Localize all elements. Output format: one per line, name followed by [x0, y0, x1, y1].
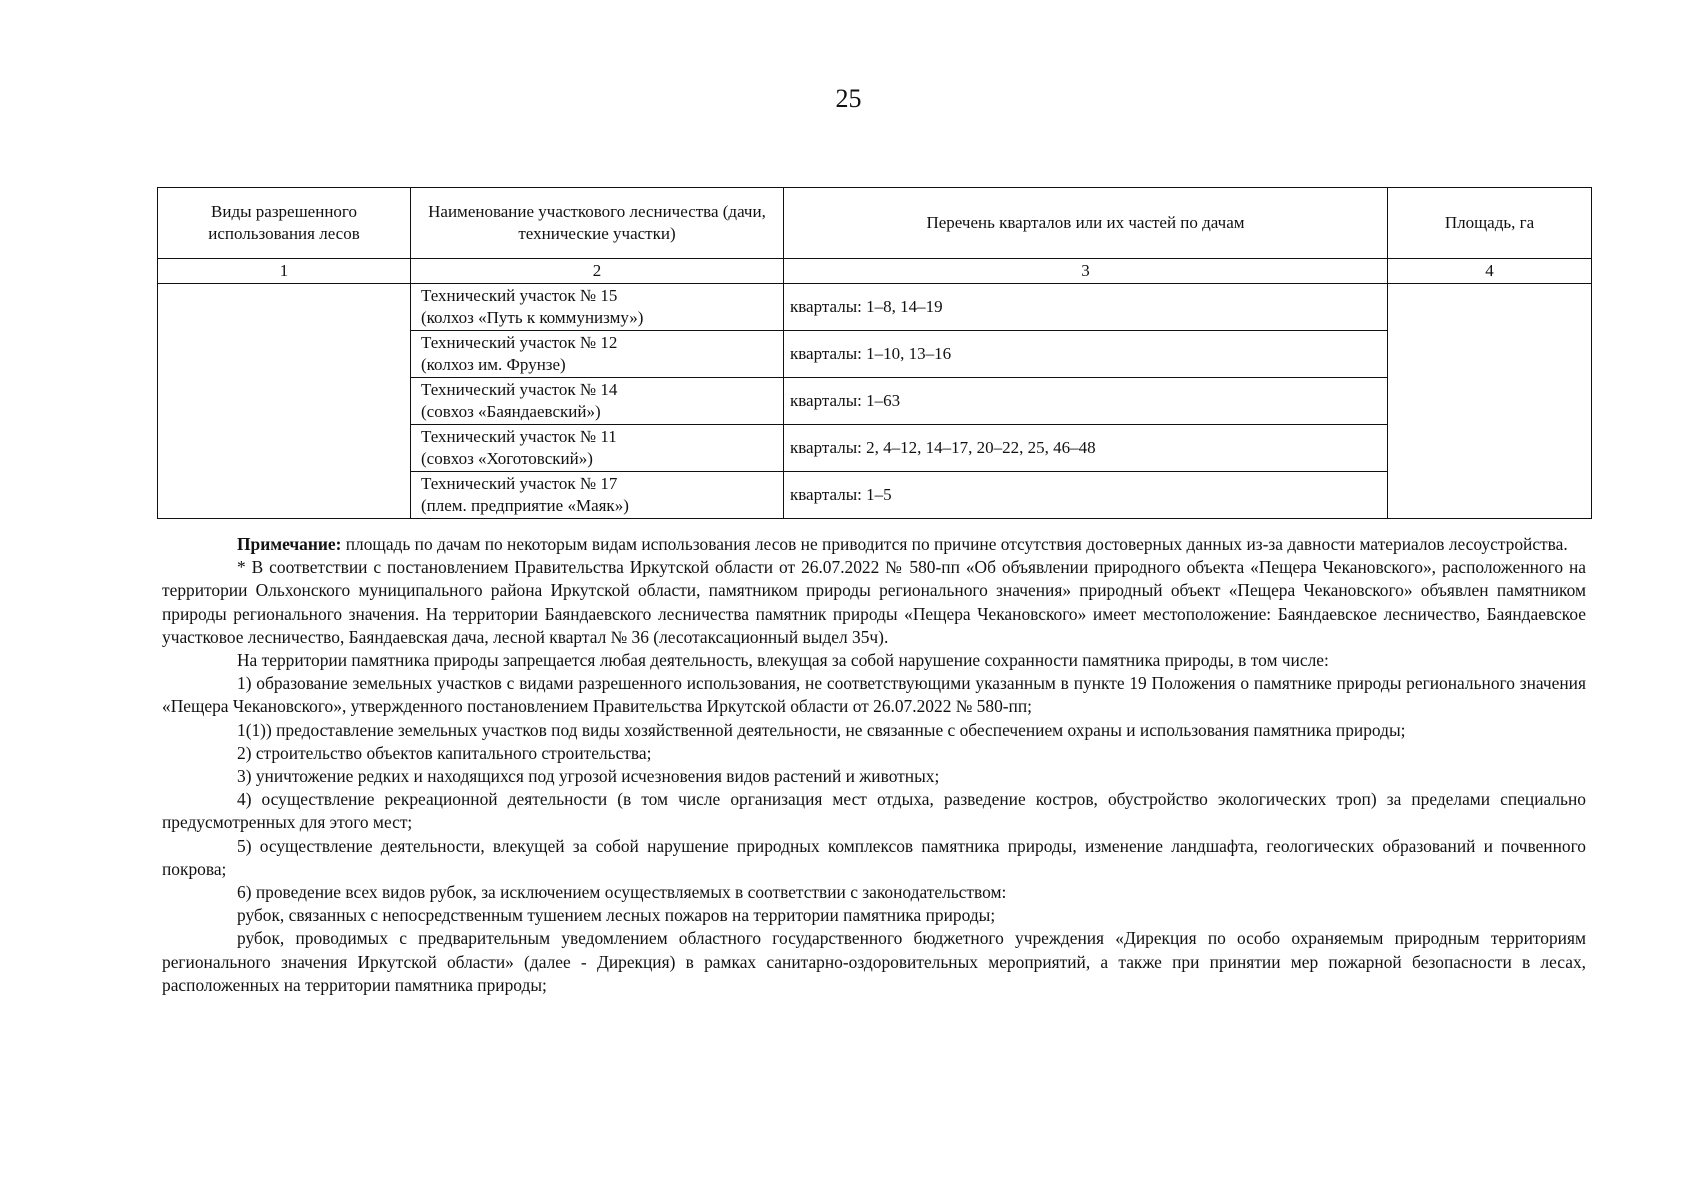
- usage-type-cell: [158, 284, 411, 519]
- forestry-name-line1: Технический участок № 17: [421, 474, 618, 493]
- header-forestry-name: Наименование участкового лесничества (дачи, технические участки): [411, 188, 784, 259]
- table-header-row: [158, 188, 1592, 259]
- forestry-name-line2: (колхоз «Путь к коммунизму»): [421, 308, 644, 327]
- quarters-cell: кварталы: 1–8, 14–19: [784, 284, 1388, 331]
- body-paragraph: 1) образование земельных участков с видами разрешенного использования, не соответствующими указанным в пункте 19 Положения о памятнике природы регионального значения «Пещера Чекановского», утвержденного постановлением Правительства Иркутской области от 26.07.2022 № 580-пп;: [162, 673, 1586, 717]
- note-label: Примечание:: [237, 534, 342, 554]
- column-number-row: [158, 259, 1592, 284]
- forestry-name-line2: (плем. предприятие «Маяк»): [421, 496, 629, 515]
- body-paragraph: * В соответствии с постановлением Правительства Иркутской области от 26.07.2022 № 580-пп «Об объявлении природного объекта «Пещера Чекановского», расположенного на территории Ольхонского муниципального района Иркутской области, памятником природы регионального значения» природный объект «Пещера Чекановского» объявлен памятником природы регионального значения. На территории Баяндаевского лесничества памятник природы «Пещера Чекановского» имеет местоположение: Баяндаевское лесничество, Баяндаевское участковое лесничество, Баяндаевская дача, лесной квартал № 36 (лесотаксационный выдел 35ч).: [162, 557, 1586, 647]
- forestry-name-line2: (колхоз им. Фрунзе): [421, 355, 566, 374]
- note-paragraph: [162, 533, 1586, 556]
- notes-section: [162, 533, 1586, 997]
- header-usage-types: Виды разрешенного использования лесов: [158, 188, 411, 259]
- forestry-name-cell: [411, 378, 784, 425]
- body-paragraph: 5) осуществление деятельности, влекущей за собой нарушение природных комплексов памятника природы, изменение ландшафта, геологических образований и почвенного покрова;: [162, 835, 1586, 879]
- body-paragraph: 3) уничтожение редких и находящихся под угрозой исчезновения видов растений и животных;: [237, 766, 940, 787]
- forestry-name-cell: [411, 472, 784, 519]
- body-paragraph: 6) проведение всех видов рубок, за исключением осуществляемых в соответствии с законодательством:: [237, 882, 1007, 903]
- forestry-name-cell: [411, 425, 784, 472]
- forestry-name-cell: [411, 284, 784, 331]
- body-paragraph: 2) строительство объектов капитального строительства;: [237, 742, 652, 763]
- forestry-name-line1: Технический участок № 15: [421, 286, 618, 305]
- forest-quarters-table: [157, 187, 1592, 519]
- page-number: 25: [835, 84, 862, 113]
- quarters-cell: кварталы: 1–63: [784, 378, 1388, 425]
- note-text: площадь по дачам по некоторым видам использования лесов не приводится по причине отсутствия достоверных данных из-за давности материалов лесоустройства.: [341, 534, 1568, 554]
- table-row: [158, 284, 1592, 331]
- forestry-name-line2: (совхоз «Хоготовский»): [421, 449, 593, 468]
- quarters-cell: кварталы: 1–5: [784, 472, 1388, 519]
- quarters-cell: кварталы: 1–10, 13–16: [784, 331, 1388, 378]
- header-area: Площадь, га: [1388, 188, 1592, 259]
- forestry-name-line1: Технический участок № 11: [421, 427, 617, 446]
- forestry-name-cell: [411, 331, 784, 378]
- forestry-name-line1: Технический участок № 14: [421, 380, 618, 399]
- column-number: 3: [784, 259, 1388, 284]
- body-paragraph: 1(1)) предоставление земельных участков под виды хозяйственной деятельности, не связанные с обеспечением охраны и использования памятника природы;: [237, 719, 1406, 740]
- column-number: 4: [1388, 259, 1592, 284]
- body-paragraph: рубок, проводимых с предварительным уведомлением областного государственного бюджетного учреждения «Дирекция по особо охраняемым природным территориям регионального значения Иркутской области» (далее - Дирекция) в рамках санитарно-оздоровительных мероприятий, а также при принятии мер пожарной безопасности в лесах, расположенных на территории памятника природы;: [162, 928, 1586, 995]
- area-cell: [1388, 284, 1592, 519]
- body-paragraph: На территории памятника природы запрещается любая деятельность, влекущая за собой нарушение сохранности памятника природы, в том числе:: [237, 650, 1329, 671]
- column-number: 2: [411, 259, 784, 284]
- body-paragraph: рубок, связанных с непосредственным тушением лесных пожаров на территории памятника природы;: [237, 905, 996, 926]
- body-paragraph: 4) осуществление рекреационной деятельности (в том числе организация мест отдыха, разведение костров, обустройство экологических троп) за пределами специально предусмотренных для этого мест;: [162, 789, 1586, 833]
- forestry-name-line1: Технический участок № 12: [421, 333, 618, 352]
- column-number: 1: [158, 259, 411, 284]
- forestry-name-line2: (совхоз «Баяндаевский»): [421, 402, 601, 421]
- header-quarters-list: Перечень кварталов или их частей по дачам: [784, 188, 1388, 259]
- quarters-cell: кварталы: 2, 4–12, 14–17, 20–22, 25, 46–48: [784, 425, 1388, 472]
